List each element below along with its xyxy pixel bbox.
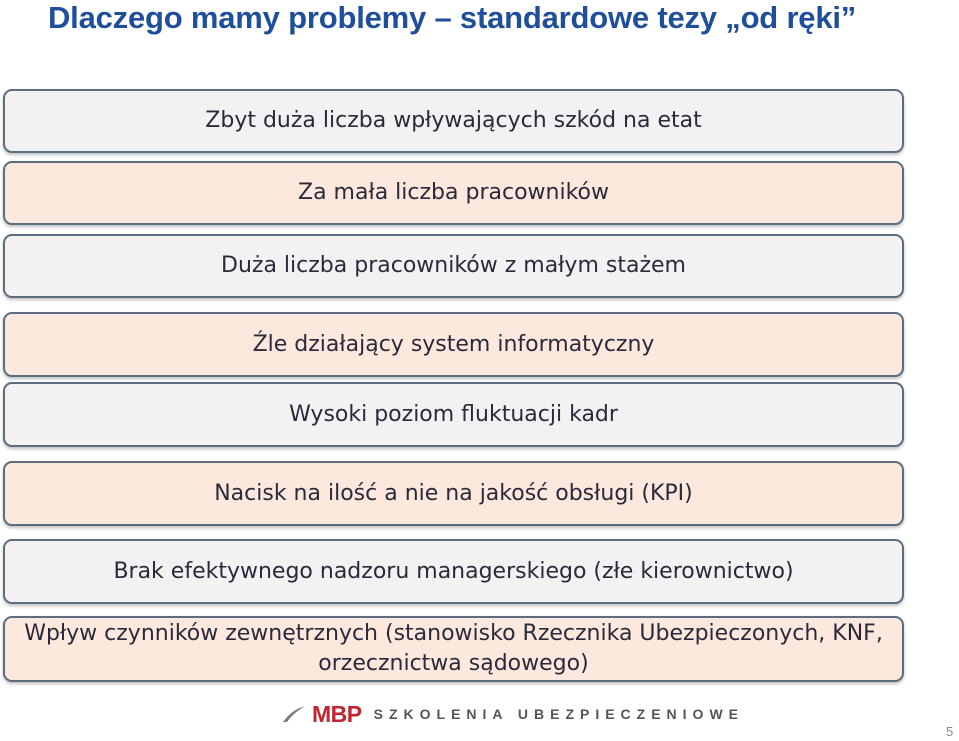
page-number: 5 <box>946 724 954 739</box>
item-box <box>3 312 904 377</box>
slide-title: Dlaczego mamy problemy – standardowe tezy „od ręki” <box>48 0 857 35</box>
item-box <box>3 89 904 153</box>
item-text: Zbyt duża liczba wpływających szkód na etat <box>205 108 702 133</box>
item-text: Za mała liczba pracowników <box>298 180 609 205</box>
item-text: orzecznictwa sądowego) <box>318 651 589 676</box>
item-text: Wysoki poziom fluktuacji kadr <box>289 401 618 427</box>
logo-tagline: SZKOLENIA UBEZPIECZENIOWE <box>373 706 745 722</box>
logo-brand: MBP <box>312 700 362 727</box>
item-text: Duża liczba pracowników z małym stażem <box>221 253 686 278</box>
item-box <box>3 461 904 526</box>
item-box <box>3 539 904 604</box>
item-text: Wpływ czynników zewnętrznych (stanowisko Rzecznika Ubezpieczonych, KNF, <box>24 621 883 646</box>
swoosh-icon <box>282 704 306 724</box>
item-box <box>3 161 904 225</box>
item-box <box>3 616 904 682</box>
item-text: Nacisk na ilość a nie na jakość obsługi (KPI) <box>214 480 693 506</box>
item-box <box>3 382 904 447</box>
item-box <box>3 234 904 298</box>
item-text: Brak efektywnego nadzoru managerskiego (złe kierownictwo) <box>113 558 794 584</box>
footer-logo <box>282 702 744 726</box>
item-text: Źle działający system informatyczny <box>252 331 655 357</box>
